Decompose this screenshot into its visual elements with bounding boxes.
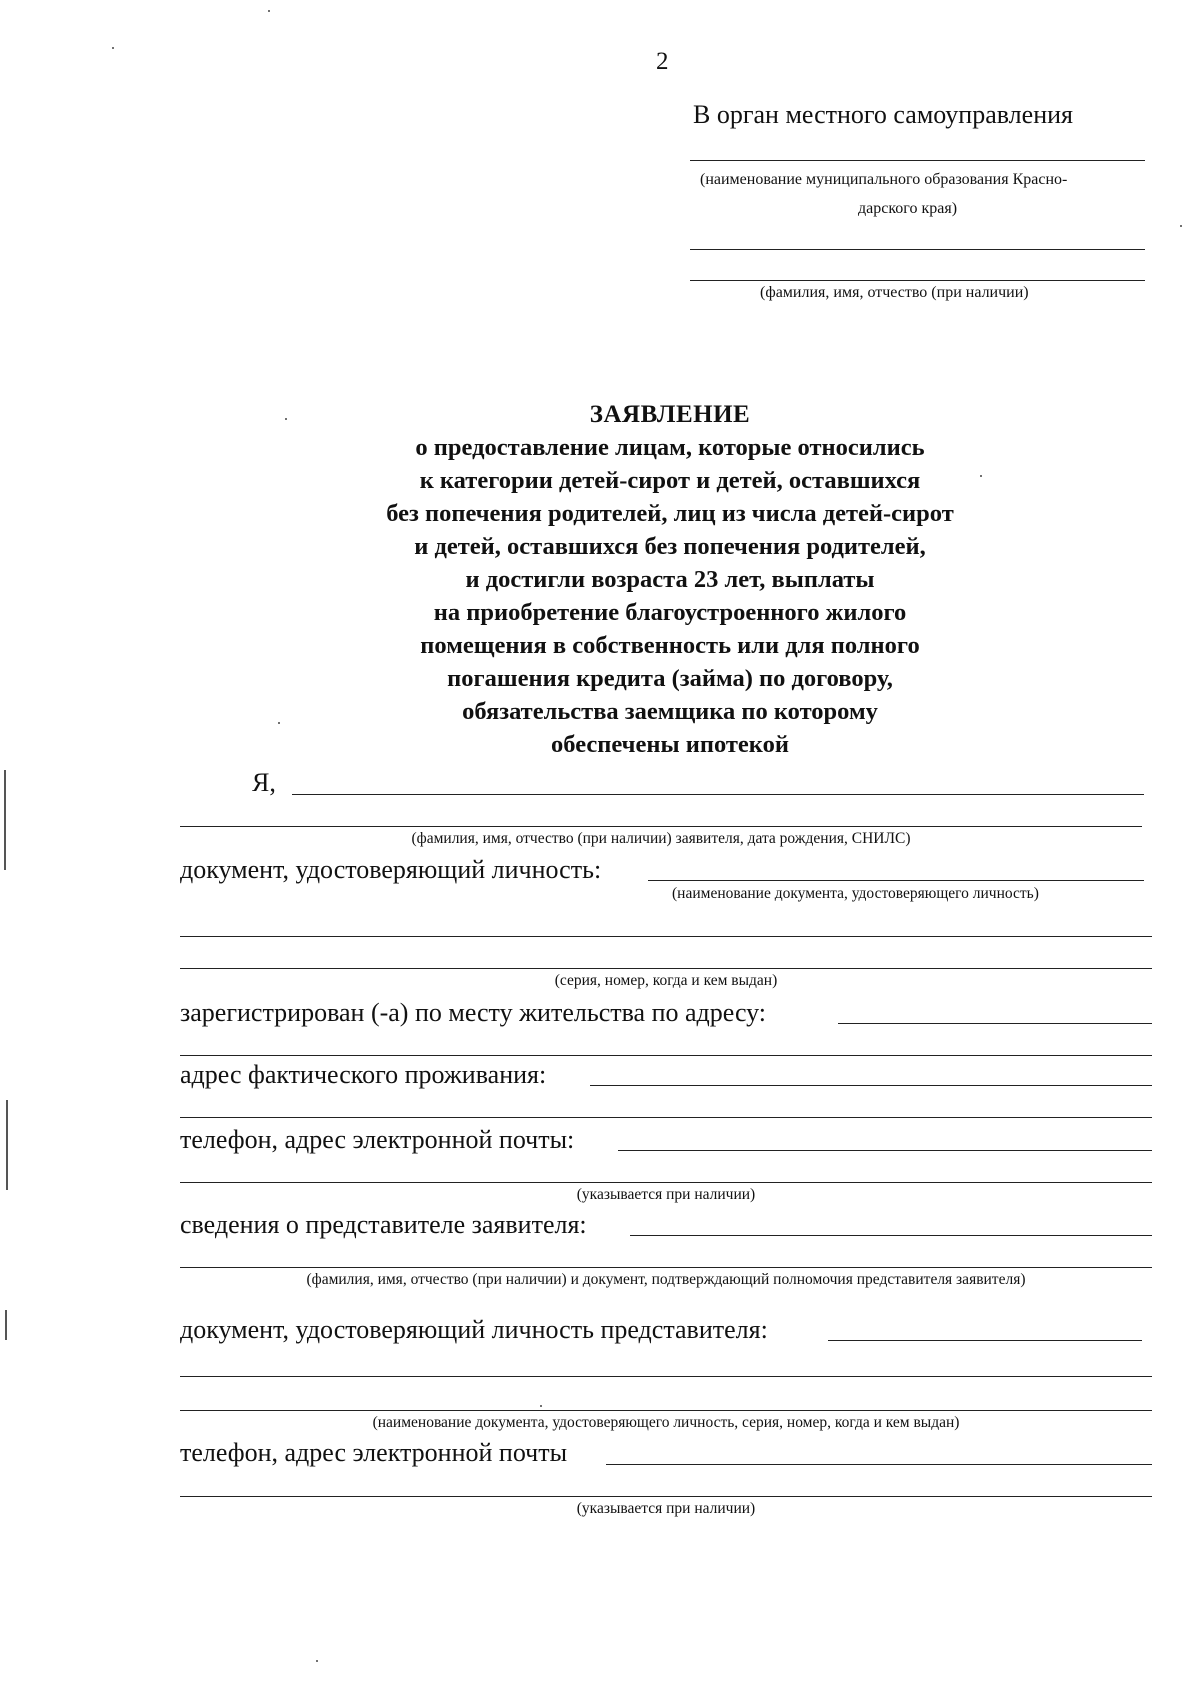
scan-edge-mark <box>6 1100 8 1190</box>
scan-speck <box>980 475 982 477</box>
rep-id-doc-field-3[interactable] <box>180 1410 1152 1411</box>
recipient-label: В орган местного самоуправления <box>693 100 1073 129</box>
id-doc-field[interactable] <box>648 880 1144 881</box>
title-line: и детей, оставшихся без попечения родителей, <box>414 533 926 560</box>
applicant-caption: (фамилия, имя, отчество (при наличии) заявителя, дата рождения, СНИЛС) <box>411 830 911 847</box>
scan-speck <box>285 418 287 420</box>
actual-address-field[interactable] <box>590 1085 1152 1086</box>
recipient-fio-caption: (фамилия, имя, отчество (при наличии) <box>760 284 1029 301</box>
i-label: Я, <box>252 768 276 797</box>
actual-address-field-2[interactable] <box>180 1117 1152 1118</box>
rep-phone-email-field[interactable] <box>606 1464 1152 1465</box>
recipient-fio-field[interactable] <box>690 280 1145 281</box>
if-available-caption: (указывается при наличии) <box>576 1186 756 1203</box>
representative-field[interactable] <box>630 1235 1152 1236</box>
phone-email-field[interactable] <box>618 1150 1152 1151</box>
title-line: без попечения родителей, лиц из числа детей-сирот <box>386 500 954 527</box>
phone-email-label: телефон, адрес электронной почты: <box>180 1125 575 1154</box>
rep-id-doc-field-2[interactable] <box>180 1376 1152 1377</box>
scan-edge-mark <box>5 1310 7 1340</box>
actual-address-label: адрес фактического проживания: <box>180 1060 547 1089</box>
municipality-caption-2: дарского края) <box>858 200 958 217</box>
title-line: и достигли возраста 23 лет, выплаты <box>465 566 875 593</box>
id-doc-field-2[interactable] <box>180 936 1152 937</box>
rep-phone-email-label: телефон, адрес электронной почты <box>180 1438 568 1467</box>
rep-phone-email-field-2[interactable] <box>180 1496 1152 1497</box>
scan-speck <box>1180 225 1182 227</box>
scan-speck <box>540 1405 542 1407</box>
municipality-field[interactable] <box>690 160 1145 161</box>
registered-address-label: зарегистрирован (-а) по месту жительства по адресу: <box>180 998 767 1027</box>
phone-email-field-2[interactable] <box>180 1182 1152 1183</box>
scan-speck <box>316 1660 318 1662</box>
rep-id-doc-field[interactable] <box>828 1340 1142 1341</box>
scan-speck <box>268 10 270 12</box>
title-line: о предоставление лицам, которые относились <box>415 434 925 461</box>
registered-address-field[interactable] <box>838 1023 1152 1024</box>
rep-id-doc-label: документ, удостоверяющий личность представителя: <box>180 1315 768 1344</box>
representative-field-2[interactable] <box>180 1267 1152 1268</box>
registered-address-field-2[interactable] <box>180 1055 1152 1056</box>
scan-speck <box>278 722 280 724</box>
scan-speck <box>112 47 114 49</box>
scan-edge-mark <box>4 770 6 870</box>
title-line: обязательства заемщика по которому <box>462 698 878 725</box>
id-doc-caption: (наименование документа, удостоверяющего личность) <box>672 885 1039 902</box>
id-doc-field-3[interactable] <box>180 968 1152 969</box>
applicant-name-field[interactable] <box>292 794 1144 795</box>
title-line: помещения в собственность или для полного <box>420 632 920 659</box>
rep-if-available-caption: (указывается при наличии) <box>576 1500 756 1517</box>
title-line: к категории детей-сирот и детей, оставшихся <box>419 467 921 494</box>
title-line: обеспечены ипотекой <box>551 731 789 758</box>
rep-id-doc-caption: (наименование документа, удостоверяющего личность, серия, номер, когда и кем выдан) <box>372 1414 960 1431</box>
series-caption: (серия, номер, когда и кем выдан) <box>554 972 778 989</box>
municipality-caption-1: (наименование муниципального образования Красно- <box>700 171 1068 188</box>
page-number: 2 <box>656 48 669 75</box>
title-line: на приобретение благоустроенного жилого <box>433 599 907 626</box>
title-line: погашения кредита (займа) по договору, <box>447 665 893 692</box>
municipality-field-2[interactable] <box>690 249 1145 250</box>
representative-caption: (фамилия, имя, отчество (при наличии) и документ, подтверждающий полномочия представителя заявителя) <box>306 1271 1026 1288</box>
representative-label: сведения о представителе заявителя: <box>180 1210 587 1239</box>
applicant-name-field-2[interactable] <box>180 826 1142 827</box>
id-doc-label: документ, удостоверяющий личность: <box>180 855 602 884</box>
document-title: ЗАЯВЛЕНИЕ <box>589 401 751 428</box>
